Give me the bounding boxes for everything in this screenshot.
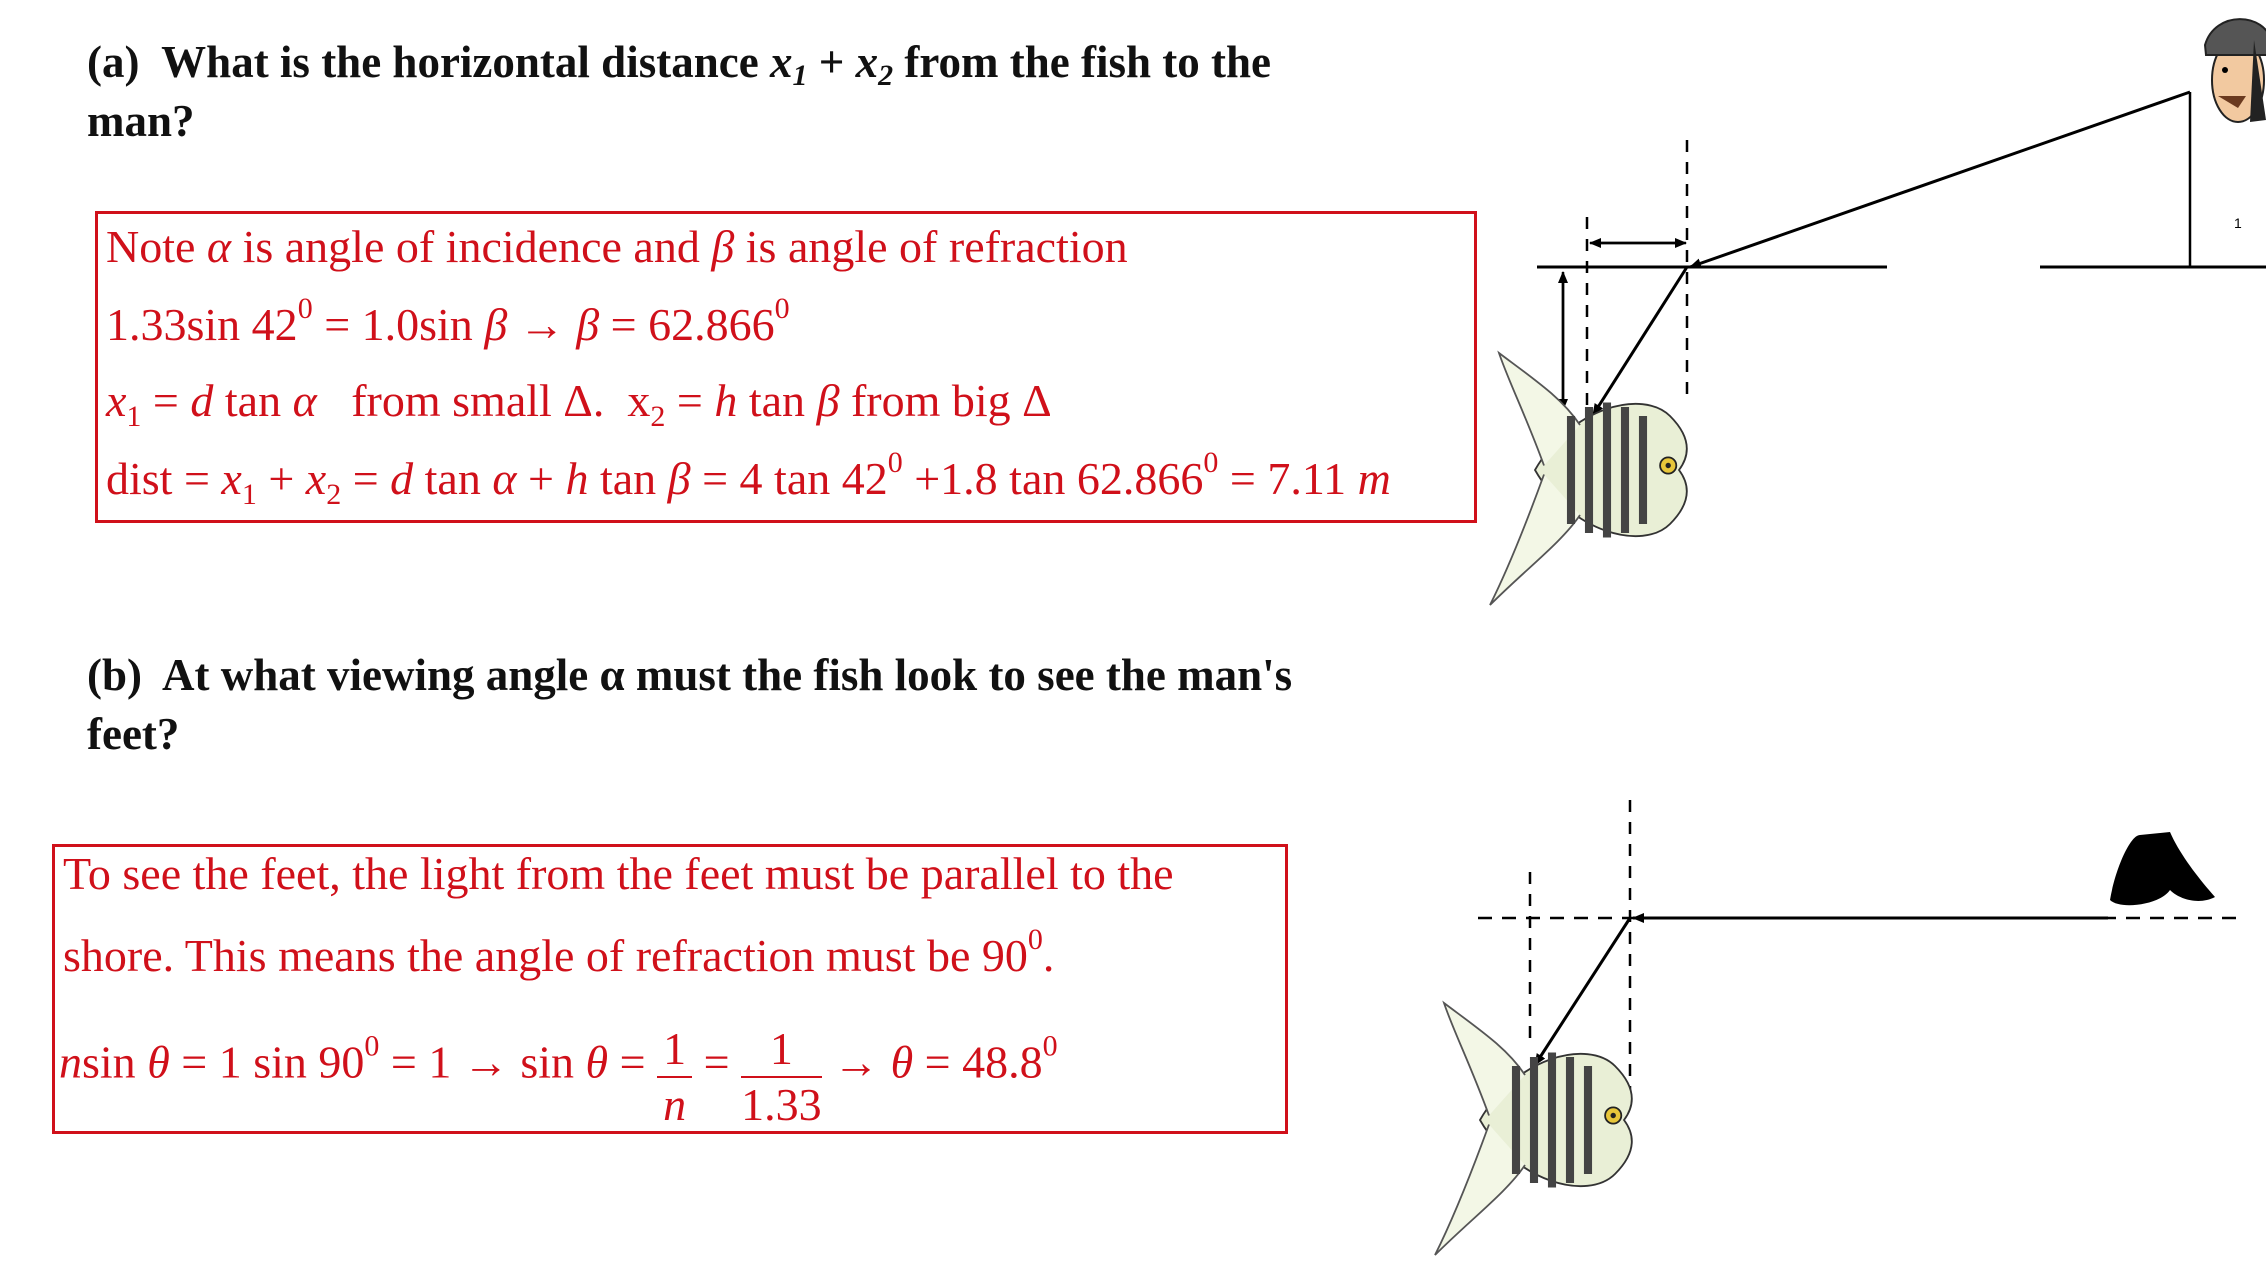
solution-a-line-4: dist = $x_1 + x_2 = d$ tan α + h tan β = 4 $\tan 42^0 +1.8$ $\tan 62.866^0 = 7.11$ m bbox=[106, 446, 1391, 511]
solution-b-line-2: shore. This means the angle of refraction must be $90^0$. bbox=[63, 923, 1055, 981]
question-b: (b) At what viewing angle α must the fish look to see the man's feet? bbox=[87, 650, 1293, 759]
solution-b-line-1: To see the feet, the light from the feet must be parallel to the bbox=[63, 848, 1174, 899]
fish-icon-b bbox=[1435, 1003, 1632, 1255]
question-a: (a) What is the horizontal distance $x_1 + x_2$ from the fish to the man? bbox=[87, 37, 1271, 146]
question-a-label: (a) bbox=[87, 37, 140, 87]
feet-icon bbox=[2110, 832, 2215, 905]
man-icon bbox=[2205, 19, 2266, 122]
light-ray-air bbox=[1690, 92, 2190, 267]
solution-a-line-3: $x_1 = d$ tan α from small Δ. $x_2 = h$ tan β from big Δ bbox=[106, 375, 1052, 433]
ray-to-fish bbox=[1535, 918, 1630, 1065]
question-b-label: (b) bbox=[87, 650, 142, 700]
fraction-1-over-1-33: $\frac{1}{1.33}$ bbox=[741, 1023, 822, 1130]
solution-a-line-1: Note α is angle of incidence and β is angle of refraction bbox=[106, 221, 1128, 272]
fraction-1-over-n: $\frac{1}{n}$ bbox=[657, 1022, 692, 1132]
light-ray-water bbox=[1593, 267, 1687, 415]
solution-a-line-2: 1.33sin $42^0 = 1.0\sin$ $\beta \to \beta = 62.866^0$ bbox=[106, 292, 790, 350]
solution-b-line-3: nsin θ = 1 $\sin 90^0 = 1 \to \sin \theta$ = $\frac{1}{n}$ = $\frac{1}{1.33}$ → $\theta = 48.8^0$ bbox=[59, 1023, 1058, 1130]
diagram-a bbox=[1490, 19, 2266, 605]
fish-icon-a bbox=[1490, 353, 1687, 605]
diagram-a-label: 1 bbox=[2234, 215, 2242, 231]
diagram-b bbox=[1435, 800, 2240, 1255]
